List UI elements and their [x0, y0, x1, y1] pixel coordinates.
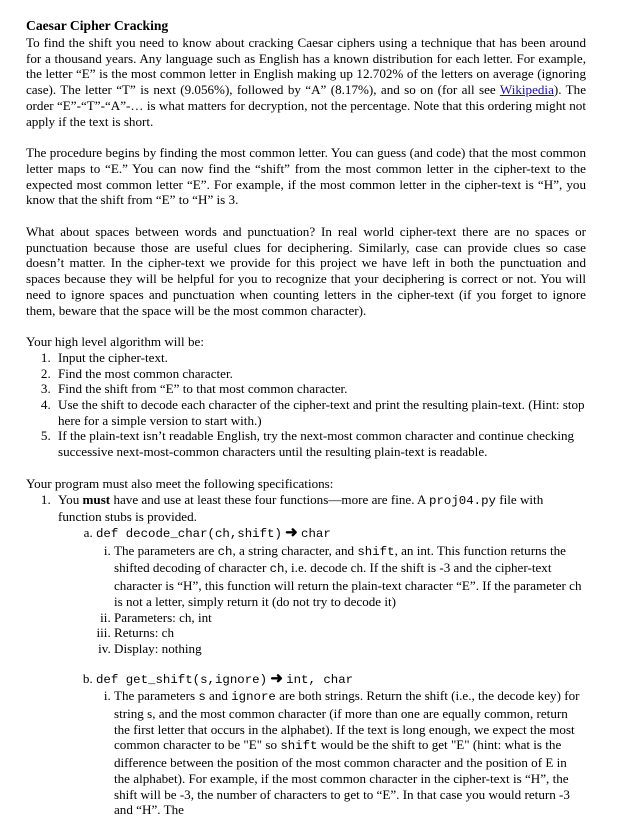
- algorithm-step: 2. Find the most common character.: [54, 366, 586, 382]
- right-arrow-icon: ➜: [285, 524, 298, 541]
- function-details: [96, 543, 586, 657]
- file-name: proj04.py: [429, 493, 496, 508]
- detail-returns: iii. Returns: ch: [114, 625, 586, 641]
- algorithm-step: 3. Find the shift from “E” to that most common character.: [54, 381, 586, 397]
- detail-description: i. The parameters s and ignore are both strings. Return the shift (i.e., the decode key) for string s, and the most common character (if more than one are equally common, return the first letter that occurs in the alphabet). If the text is long enough, we expect the most common character to be "E" so shift would be the shift to get "E" (hint: what is the difference between the position of the most common character and the position of E in the alphabet). For example, if the most common character in the cipher-text is “H”, the shift will be -3, the number of characters to get to “E”. In that case you would return -3 and “H”. The: [114, 688, 586, 818]
- algorithm-step: 1. Input the cipher-text.: [54, 350, 586, 366]
- spaces-paragraph: What about spaces between words and punctuation? In real world cipher-text there are no spaces or punctuation because those are useful clues for deciphering. Similarly, case can provide clues so case doesn’t matter. In the cipher-text we provide for this project we have left in both the punctuation and spaces because they will be helpful for you to recognize that your deciphering is correct or not. You will need to ignore spaces and punctuation when counting letters in the cipher-text (if you forget to ignore them, beware that the space will be the most common character).: [26, 224, 586, 318]
- right-arrow-icon: ➜: [270, 670, 283, 687]
- function-get-shift: [96, 671, 586, 818]
- algorithm-step: 5. If the plain-text isn’t readable English, try the next-most common character and continue checking successive next-most-common characters until the resulting plain-text is readable.: [54, 428, 586, 459]
- function-list: [58, 525, 586, 818]
- algorithm-steps: [26, 350, 586, 460]
- specs-intro: Your program must also meet the following specifications:: [26, 475, 334, 491]
- algorithm-step: 4. Use the shift to decode each character of the cipher-text and print the resulting plain-text. (Hint: stop here for a simple version to start with.): [54, 397, 586, 428]
- function-details: [96, 688, 586, 818]
- function-signature: def decode_char(ch,shift): [96, 526, 282, 541]
- detail-parameters: ii. Parameters: ch, int: [114, 610, 586, 626]
- document-page: [26, 18, 586, 834]
- algorithm-intro: Your high level algorithm will be:: [26, 334, 204, 350]
- return-type: int, char: [286, 672, 354, 687]
- spec-item: 1. You must have and use at least these four functions—more are fine. A proj04.py file with function stubs is provided. a. def decode_char(ch,shift) ➜ char i. The parameters are ch, a string character, and shift, an int. This function returns the shifted decoding of character ch, i.e. decode ch. If the shift is -3 and the cipher-text character is “H”, this function will return the plain-text character “E”. If the parameter ch is not a letter, simply return it (do not try to decode it) ii. Parameters: ch, int iii. Returns: ch iv. Display: nothing b. def get_shift(s,ignore) ➜ int, char i. The parameters s and ignore are both strings. Return the shift (i.e., the decode key) for string s, and the most common character (if more than one are equally common, return the first letter that occurs in the alphabet). If the text is long enough, we expect the most common character to be "E" so shift would be the shift to get "E" (hint: what is the difference between the position of the most common character and the position of E in the alphabet). For example, if the most common character in the cipher-text is “H”, the shift will be -3, the number of characters to get to “E”. In that case you would return -3 and “H”. The: [54, 492, 586, 818]
- procedure-paragraph: The procedure begins by finding the most common letter. You can guess (and code) that the most common letter maps to “E.” You can now find the “shift” from the most common letter in the cipher-text to the expected most common letter “E”. For example, if the most common letter in the cipher-text is “H”, you know that the shift from “E” to “H” is 3.: [26, 145, 586, 208]
- emphasis-must: must: [82, 491, 111, 507]
- function-decode-char: [96, 525, 586, 657]
- spec-list: [26, 492, 586, 818]
- detail-display: iv. Display: nothing: [114, 641, 586, 657]
- detail-description: i. The parameters are ch, a string character, and shift, an int. This function returns the shifted decoding of character ch, i.e. decode ch. If the shift is -3 and the cipher-text character is “H”, this function will return the plain-text character “E”. If the parameter ch is not a letter, simply return it (do not try to decode it): [114, 543, 586, 610]
- page-title: Caesar Cipher Cracking: [26, 18, 169, 33]
- wikipedia-link[interactable]: Wikipedia: [499, 82, 554, 98]
- function-signature: def get_shift(s,ignore): [96, 672, 268, 687]
- return-type: char: [301, 526, 331, 541]
- intro-paragraph: To find the shift you need to know about cracking Caesar ciphers using a technique that has been around for a thousand years. Any language such as English has a known distribution for each letter. For example, the letter “E” is the most common letter in English making up 12.702% of the letters on average (ignoring case). The letter “T” is next (9.056%), followed by “A” (8.17%), and so on (for all see Wikipedia). The order “E”-“T”-“A”-… is what matters for decryption, not the percentage. Note that this ordering might not apply if the text is short.: [26, 35, 587, 129]
